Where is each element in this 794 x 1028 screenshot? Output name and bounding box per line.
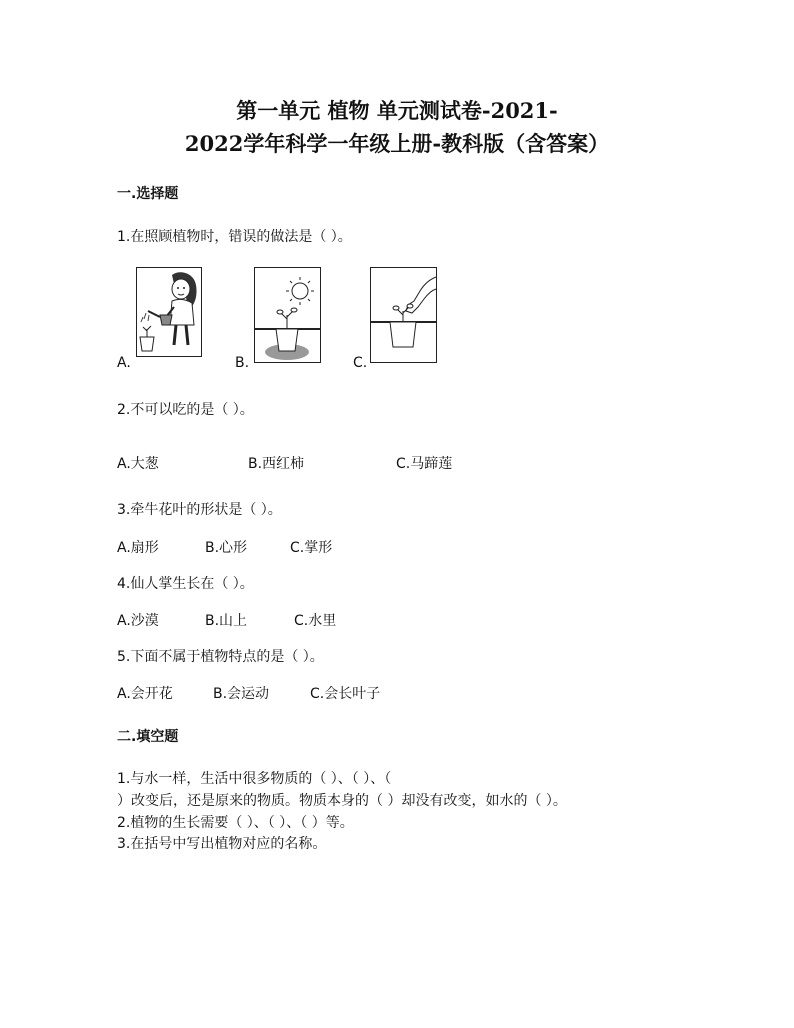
fill-question-1-line2: ）改变后，还是原来的物质。物质本身的（ ）却没有改变，如水的（ ）。 [117,793,567,809]
q1-option-a: A. [117,355,131,371]
q5-option-a: A.会开花 [117,686,173,702]
fill-question-3: 3.在括号中写出植物对应的名称。 [117,836,327,852]
q2-option-b: B.西红柿 [248,456,305,472]
question-5: 5.下面不属于植物特点的是（ ）。 [117,649,324,665]
q2-option-c: C.马蹄莲 [396,456,453,472]
q4-option-b: B.山上 [205,613,248,629]
question-4: 4.仙人掌生长在（ ）。 [117,576,254,592]
q4-option-a: A.沙漠 [117,613,159,629]
q1-option-b: B. [235,355,250,371]
question-2: 2.不可以吃的是（ ）。 [117,402,254,418]
q1-option-c: C. [353,355,368,371]
q5-option-c: C.会长叶子 [310,686,381,702]
hand-pulling-plant-image [370,267,437,363]
q3-option-b: B.心形 [205,540,248,556]
q3-option-a: A.扇形 [117,540,159,556]
q4-option-c: C.水里 [294,613,337,629]
fill-question-1-line1: 1.与水一样，生活中很多物质的（ ）、（ ）、（ [117,771,392,787]
section-heading-fill: 二.填空题 [117,729,179,745]
page-title-line1: 第一单元 植物 单元测试卷-2021- [236,98,558,123]
girl-watering-plant-image [136,267,202,357]
q5-option-b: B.会运动 [213,686,270,702]
question-1: 1.在照顾植物时，错误的做法是（ ）。 [117,229,352,245]
page-title-line2: 2022学年科学一年级上册-教科版（含答案） [184,131,610,156]
question-3: 3.牵牛花叶的形状是（ ）。 [117,502,282,518]
fill-question-2: 2.植物的生长需要（ ）、（ ）、（ ）等。 [117,815,354,831]
section-heading-choice: 一.选择题 [117,186,179,202]
q2-option-a: A.大葱 [117,456,159,472]
potted-plant-under-sun-image [254,267,321,363]
q3-option-c: C.掌形 [290,540,333,556]
